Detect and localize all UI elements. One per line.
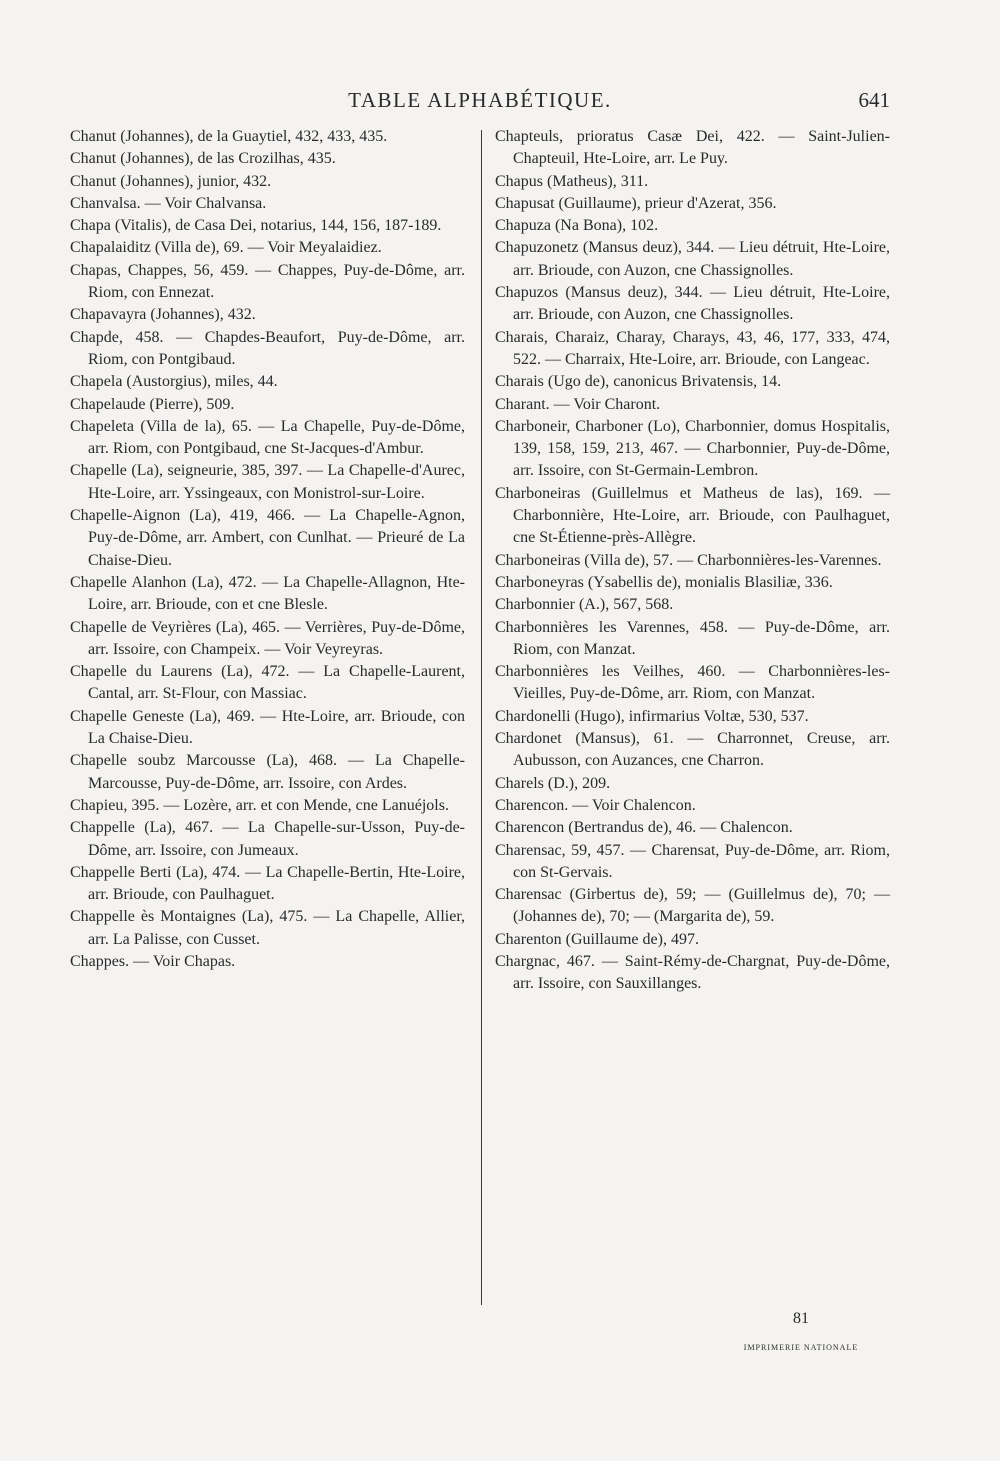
index-entry: Chanvalsa. — Voir Chalvansa. xyxy=(70,194,267,212)
index-entry: Chappelle (La), 467. — La Chapelle-sur-Usson, Puy-de-Dôme, arr. Issoire, con Jumeaux. xyxy=(70,819,465,859)
index-entry: Charbonnier (A.), 567, 568. xyxy=(495,596,674,614)
index-entry: Chapelle Alanhon (La), 472. — La Chapelle-Allagnon, Hte-Loire, arr. Brioude, con et cne Blesle. xyxy=(70,573,465,614)
index-columns xyxy=(70,126,890,1306)
index-entry: Chapuzos (Mansus deuz), 344. — Lieu détruit, Hte-Loire, arr. Brioude, con Auzon, cne Chassignolles. xyxy=(495,284,890,324)
page-header xyxy=(70,88,890,122)
index-entry: Chapteuls, prioratus Casæ Dei, 422. — Saint-Julien-Chapteuil, Hte-Loire, arr. Le Puy. xyxy=(495,128,890,168)
running-title: TABLE ALPHABÉTIQUE. xyxy=(348,88,612,112)
index-entry: Chardonet (Mansus), 61. — Charronnet, Creuse, arr. Aubusson, con Auzances, cne Charron. xyxy=(495,730,890,770)
index-entry: Chappelle ès Montaignes (La), 475. — La Chapelle, Allier, arr. La Palisse, con Cusset. xyxy=(70,908,465,948)
index-entry: Charbonnières les Veilhes, 460. — Charbonnières-les-Vieilles, Puy-de-Dôme, arr. Riom, con Manzat. xyxy=(495,663,890,703)
index-entry: Chapelle du Laurens (La), 472. — La Chapelle-Laurent, Cantal, arr. St-Flour, con Massiac. xyxy=(70,663,465,703)
index-entry: Charboneiras (Guillelmus et Matheus de las), 169. — Charbonnière, Hte-Loire, arr. Brioude, con Paulhaguet, cne St-Étienne-près-Allègre. xyxy=(495,484,890,547)
index-entry: Chapeleta (Villa de la), 65. — La Chapelle, Puy-de-Dôme, arr. Riom, con Pontgibaud, cne St-Jacques-d'Ambur. xyxy=(70,417,465,458)
signature-mark: 81 xyxy=(793,1310,809,1327)
index-entry: Chapelle de Veyrières (La), 465. — Verrières, Puy-de-Dôme, arr. Issoire, con Champeix. — Voir Veyreyras. xyxy=(70,618,465,658)
index-entry: Chapelle (La), seigneurie, 385, 397. — La Chapelle-d'Aurec, Hte-Loire, arr. Yssingeaux, con Monistrol-sur-Loire. xyxy=(70,462,465,502)
index-entry: Charboneiras (Villa de), 57. — Charbonnières-les-Varennes. xyxy=(495,551,882,569)
index-entry: Chapieu, 395. — Lozère, arr. et con Mende, cne Lanuéjols. xyxy=(70,796,449,814)
index-entry: Charensac, 59, 457. — Charensat, Puy-de-Dôme, arr. Riom, con St-Gervais. xyxy=(495,841,890,881)
index-entry: Chardonelli (Hugo), infirmarius Voltæ, 530, 537. xyxy=(495,707,809,725)
index-entry: Charant. — Voir Charont. xyxy=(495,395,661,413)
printer-imprint: IMPRIMERIE NATIONALE xyxy=(743,1343,859,1352)
index-entry: Chanut (Johannes), de la Guaytiel, 432, 433, 435. xyxy=(70,128,388,145)
index-entry: Chanut (Johannes), junior, 432. xyxy=(70,172,272,190)
page-number: 641 xyxy=(858,88,890,112)
index-entry: Charensac (Girbertus de), 59; — (Guillelmus de), 70; — (Johannes de), 70; — (Margarita de), 59. xyxy=(495,886,890,926)
index-entry: Chapelaude (Pierre), 509. xyxy=(70,395,235,413)
index-entry: Chapelle-Aignon (La), 419, 466. — La Chapelle-Agnon, Puy-de-Dôme, arr. Ambert, con Cunlhat. — Prieuré de La Chaise-Dieu. xyxy=(70,507,465,569)
index-entry: Chapelle soubz Marcousse (La), 468. — La Chapelle-Marcousse, Puy-de-Dôme, arr. Issoire, con Ardes. xyxy=(70,752,465,792)
left-column xyxy=(70,126,465,973)
index-entry: Chapa (Vitalis), de Casa Dei, notarius, 144, 156, 187-189. xyxy=(70,217,442,235)
index-entry: Chapusat (Guillaume), prieur d'Azerat, 356. xyxy=(495,194,777,212)
index-entry: Chapalaiditz (Villa de), 69. — Voir Meyalaidiez. xyxy=(70,239,382,257)
index-entry: Charbonnières les Varennes, 458. — Puy-de-Dôme, arr. Riom, con Manzat. xyxy=(495,618,890,658)
index-entry: Charboneyras (Ysabellis de), monialis Blasiliæ, 336. xyxy=(495,573,833,591)
index-entry: Charboneir, Charboner (Lo), Charbonnier, domus Hospitalis, 139, 158, 159, 213, 467. — Charbonnier, Puy-de-Dôme, arr. Issoire, con St-Germain-Lembron. xyxy=(495,417,890,480)
index-entry: Chapela (Austorgius), miles, 44. xyxy=(70,373,278,391)
index-entry: Chapelle Geneste (La), 469. — Hte-Loire, arr. Brioude, con La Chaise-Dieu. xyxy=(70,707,465,748)
index-entry: Chanut (Johannes), de las Crozilhas, 435. xyxy=(70,150,336,168)
index-entry: Charencon (Bertrandus de), 46. — Chalencon. xyxy=(495,819,793,837)
index-entry: Chargnac, 467. — Saint-Rémy-de-Chargnat, Puy-de-Dôme, arr. Issoire, con Sauxillanges. xyxy=(495,952,890,993)
index-entry: Charais (Ugo de), canonicus Brivatensis, 14. xyxy=(495,373,782,391)
index-entry: Chapde, 458. — Chapdes-Beaufort, Puy-de-Dôme, arr. Riom, con Pontgibaud. xyxy=(70,328,465,368)
index-entry: Chapavayra (Johannes), 432. xyxy=(70,306,256,324)
index-entry: Chappes. — Voir Chapas. xyxy=(70,952,236,970)
index-entry: Charenton (Guillaume de), 497. xyxy=(495,930,699,948)
index-entry: Chapus (Matheus), 311. xyxy=(495,172,649,190)
index-entry: Chapuzonetz (Mansus deuz), 344. — Lieu détruit, Hte-Loire, arr. Brioude, con Auzon, cne Chassignolles. xyxy=(495,239,890,279)
index-entry: Charais, Charaiz, Charay, Charays, 43, 46, 177, 333, 474, 522. — Charraix, Hte-Loire, arr. Brioude, con Langeac. xyxy=(495,328,890,368)
column-divider xyxy=(481,130,482,1305)
right-column xyxy=(495,126,890,996)
index-entry: Chapas, Chappes, 56, 459. — Chappes, Puy-de-Dôme, arr. Riom, con Ennezat. xyxy=(70,261,465,302)
index-entry: Chappelle Berti (La), 474. — La Chapelle-Bertin, Hte-Loire, arr. Brioude, con Paulhaguet. xyxy=(70,863,465,904)
index-entry: Charels (D.), 209. xyxy=(495,774,611,792)
index-entry: Charencon. — Voir Chalencon. xyxy=(495,796,696,814)
index-entry: Chapuza (Na Bona), 102. xyxy=(495,217,659,235)
